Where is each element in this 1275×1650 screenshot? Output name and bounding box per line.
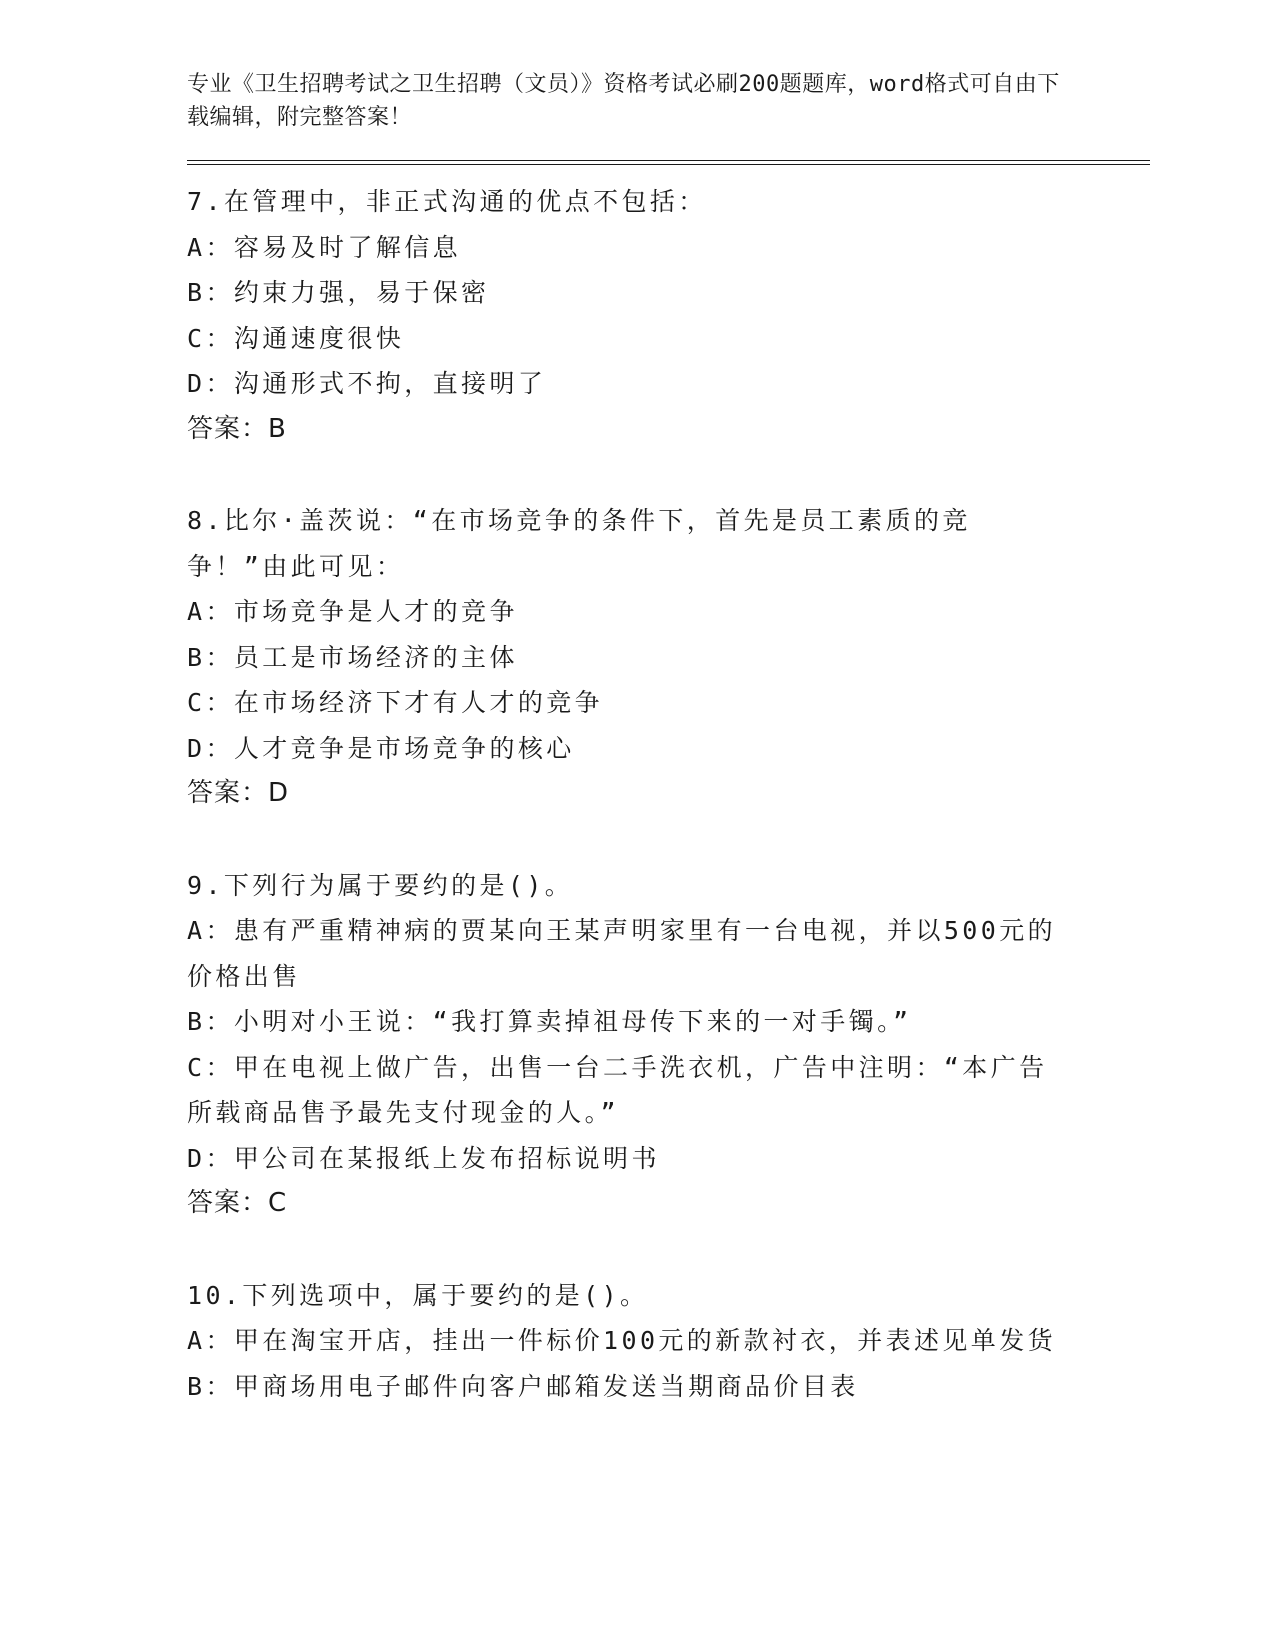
option-b: B：小明对小王说：“我打算卖掉祖母传下来的一对手镯。”	[187, 1007, 912, 1036]
document-header: 专业《卫生招聘考试之卫生招聘（文员）》资格考试必刷200题题库，word格式可自由下载编辑，附完整答案！	[187, 72, 1060, 130]
question-10	[187, 1273, 1147, 1410]
option-b: B：约束力强，易于保密	[187, 278, 490, 307]
option-d: D：甲公司在某报纸上发布招标说明书	[187, 1143, 660, 1173]
option-c: C：沟通速度很快	[187, 323, 405, 353]
option-b: B：员工是市场经济的主体	[187, 642, 518, 672]
option-a: A：容易及时了解信息	[187, 232, 462, 262]
question-7	[187, 179, 1147, 452]
option-c: C：在市场经济下才有人才的竞争	[187, 688, 604, 717]
header-divider	[187, 160, 1150, 165]
question-8	[187, 498, 1147, 817]
answer-label: 答案：C	[187, 1188, 288, 1218]
question-stem: 10.下列选项中，属于要约的是()。	[187, 1280, 649, 1310]
option-c: C：甲在电视上做广告，出售一台二手洗衣机，广告中注明：“本广告所载商品售予最先支付现金的人。”	[187, 1052, 1048, 1127]
document-page	[187, 68, 1147, 1455]
answer-label: 答案：D	[187, 778, 290, 808]
option-a: A：甲在淘宝开店，挂出一件标价100元的新款衬衣，并表述见单发货	[187, 1326, 1057, 1355]
question-stem: 8.比尔·盖茨说：“在市场竞争的条件下，首先是员工素质的竞争！”由此可见：	[187, 506, 971, 581]
option-a: A：患有严重精神病的贾某向王某声明家里有一台电视，并以500元的价格出售	[187, 916, 1057, 991]
question-stem: 9.下列行为属于要约的是()。	[187, 870, 574, 900]
option-d: D：人才竞争是市场竞争的核心	[187, 733, 575, 763]
question-list	[187, 179, 1147, 1409]
option-d: D：沟通形式不拘，直接明了	[187, 369, 547, 398]
question-9	[187, 863, 1147, 1227]
option-a: A：市场竞争是人才的竞争	[187, 597, 518, 626]
question-stem: 7.在管理中，非正式沟通的优点不包括：	[187, 187, 707, 216]
option-b: B：甲商场用电子邮件向客户邮箱发送当期商品价目表	[187, 1371, 859, 1401]
answer-label: 答案：B	[187, 413, 287, 444]
